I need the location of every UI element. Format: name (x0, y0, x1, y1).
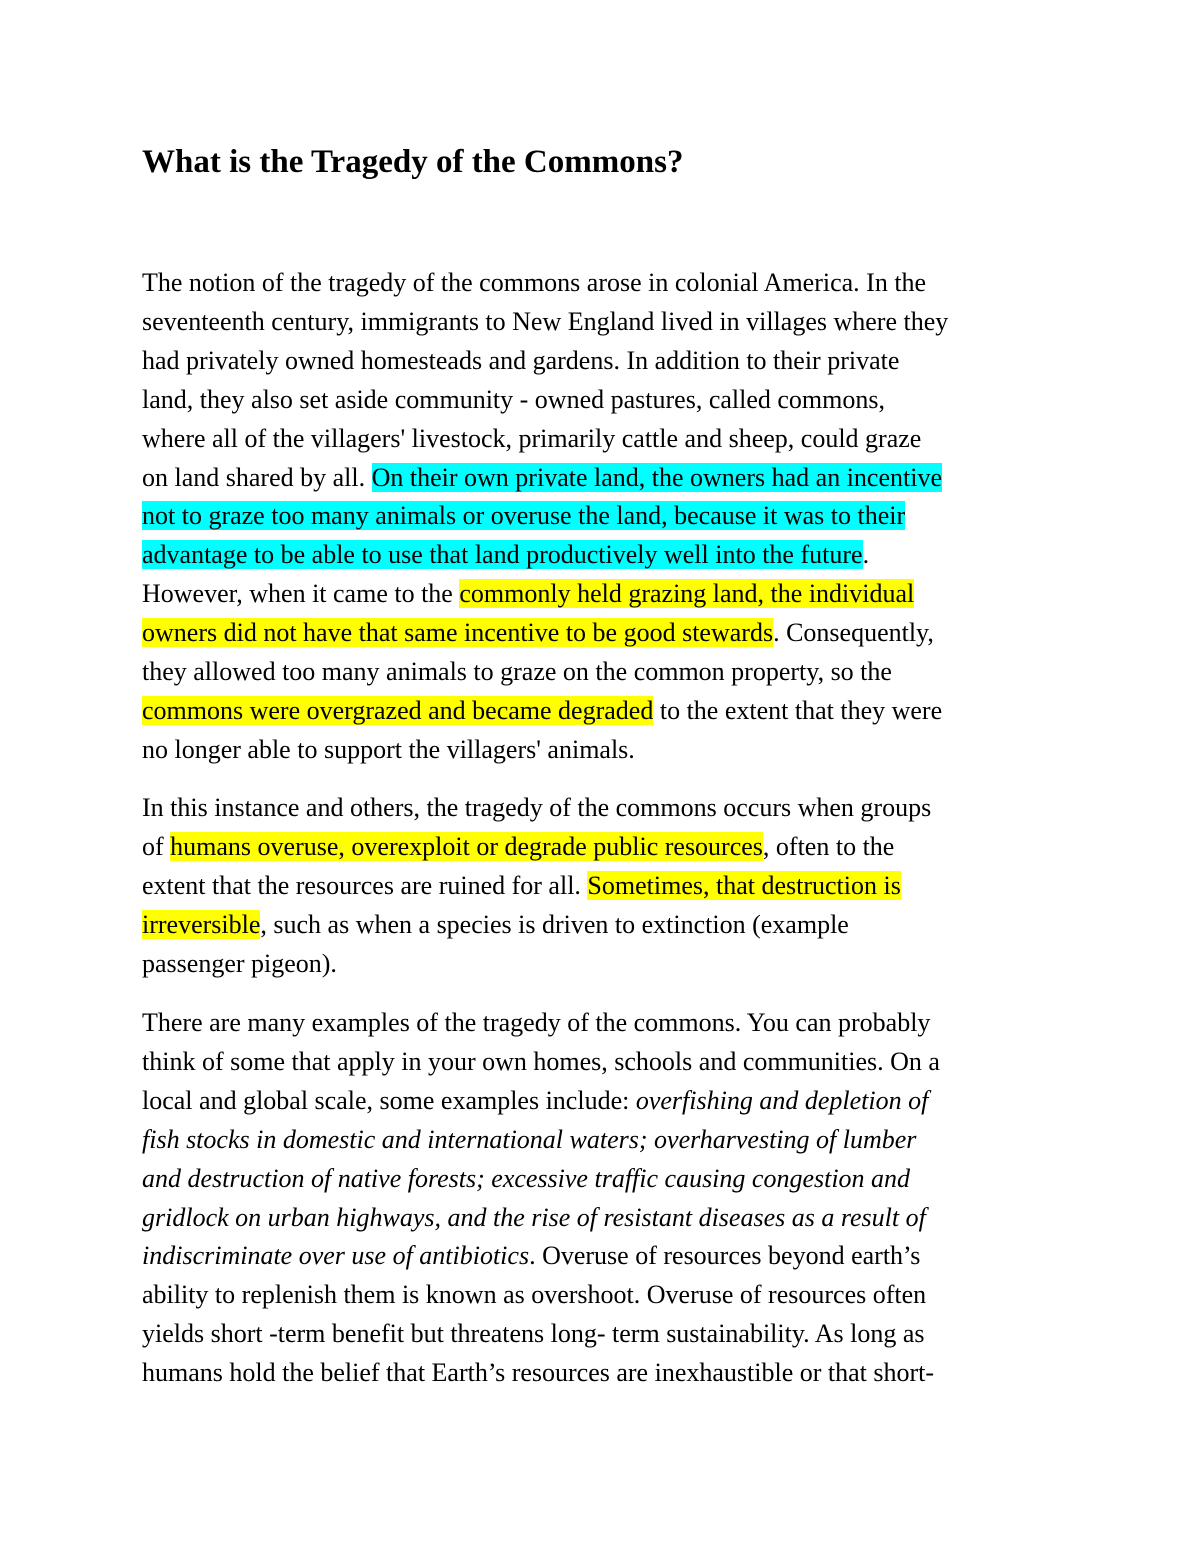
text-segment: passenger pigeon). (142, 948, 337, 978)
text-line (142, 536, 1072, 575)
text-line (142, 731, 1072, 770)
text-segment: think of some that apply in your own homes, schools and communities. On a (142, 1046, 940, 1076)
highlighted-text: owners did not have that same incentive to be good stewards (142, 618, 774, 648)
text-segment: yields short -term benefit but threatens long- term sustainability. As long as (142, 1319, 925, 1349)
text-line (142, 1004, 1072, 1043)
text-segment: In this instance and others, the tragedy of the commons occurs when groups (142, 793, 932, 822)
text-line (142, 1043, 1072, 1082)
text-line (142, 1121, 1072, 1160)
text-segment: where all of the villagers' livestock, primarily cattle and sheep, could graze (142, 423, 922, 453)
text-line (142, 1160, 1072, 1199)
text-segment: extent that the resources are ruined for all. (142, 870, 588, 900)
highlighted-text: commons were overgrazed and became degraded (142, 695, 654, 725)
text-line (142, 1315, 1072, 1354)
text-line (142, 906, 1072, 945)
text-segment: to the extent that they were (653, 695, 943, 725)
text-line (142, 1082, 1072, 1121)
text-line (142, 342, 1072, 381)
paragraph-1 (142, 264, 1072, 770)
text-line (142, 614, 1072, 653)
text-segment: There are many examples of the tragedy of the commons. You can probably (142, 1008, 931, 1037)
text-line (142, 789, 1072, 828)
text-segment: had privately owned homesteads and gardens. In addition to their private (142, 345, 900, 375)
text-line (142, 867, 1072, 906)
text-line (142, 828, 1072, 867)
text-line (142, 945, 1072, 984)
text-segment: local and global scale, some examples include: (142, 1085, 636, 1115)
text-segment: However, when it came to the (142, 579, 460, 609)
paragraph-3 (142, 1004, 1072, 1393)
text-line (142, 264, 1072, 303)
text-segment: The notion of the tragedy of the commons arose in colonial America. In the (142, 268, 927, 297)
text-line (142, 1276, 1072, 1315)
text-segment: , often to the (762, 831, 895, 861)
text-segment: . Overuse of resources beyond earth’s (529, 1241, 921, 1271)
paragraph-2 (142, 789, 1072, 984)
text-line (142, 653, 1072, 692)
text-segment: land, they also set aside community - owned pastures, called commons, (142, 384, 885, 414)
text-segment: . Consequently, (773, 618, 934, 648)
text-line (142, 381, 1072, 420)
text-segment: , such as when a species is driven to extinction (example (260, 909, 849, 939)
text-line (142, 575, 1072, 614)
text-line (142, 1199, 1072, 1238)
text-line (142, 1237, 1072, 1276)
highlighted-text: irreversible (142, 909, 261, 939)
highlighted-text: On their own private land, the owners had an incentive (371, 462, 942, 492)
text-line (142, 420, 1072, 459)
page-title: What is the Tragedy of the Commons? (142, 144, 684, 180)
text-line (142, 497, 1072, 536)
text-segment: on land shared by all. (142, 462, 372, 492)
italic-text: overfishing and depletion of (635, 1085, 929, 1115)
text-line (142, 1354, 1072, 1393)
italic-text: and destruction of native forests; excessive traffic causing congestion and (142, 1163, 911, 1193)
highlighted-text: humans overuse, overexploit or degrade public resources (170, 831, 763, 861)
text-line (142, 303, 1072, 342)
italic-text: gridlock on urban highways, and the rise of resistant diseases as a result of (142, 1202, 926, 1232)
highlighted-text: not to graze too many animals or overuse the land, because it was to their (142, 501, 906, 531)
text-segment: no longer able to support the villagers' animals. (142, 734, 635, 764)
highlighted-text: Sometimes, that destruction is (587, 870, 901, 900)
italic-text: fish stocks in domestic and international waters; overharvesting of lumber (142, 1124, 917, 1154)
highlighted-text: advantage to be able to use that land productively well into the future (142, 540, 863, 570)
highlighted-text: commonly held grazing land, the individual (459, 579, 915, 609)
text-segment: seventeenth century, immigrants to New England lived in villages where they (142, 306, 949, 336)
text-line (142, 692, 1072, 731)
text-segment: . (862, 540, 870, 570)
text-segment: humans hold the belief that Earth’s resources are inexhaustible or that short- (142, 1358, 935, 1388)
text-segment: they allowed too many animals to graze on the common property, so the (142, 657, 892, 687)
text-segment: ability to replenish them is known as overshoot. Overuse of resources often (142, 1280, 927, 1310)
text-line (142, 459, 1072, 498)
text-segment: of (142, 831, 171, 861)
italic-text: indiscriminate over use of antibiotics (142, 1241, 530, 1271)
